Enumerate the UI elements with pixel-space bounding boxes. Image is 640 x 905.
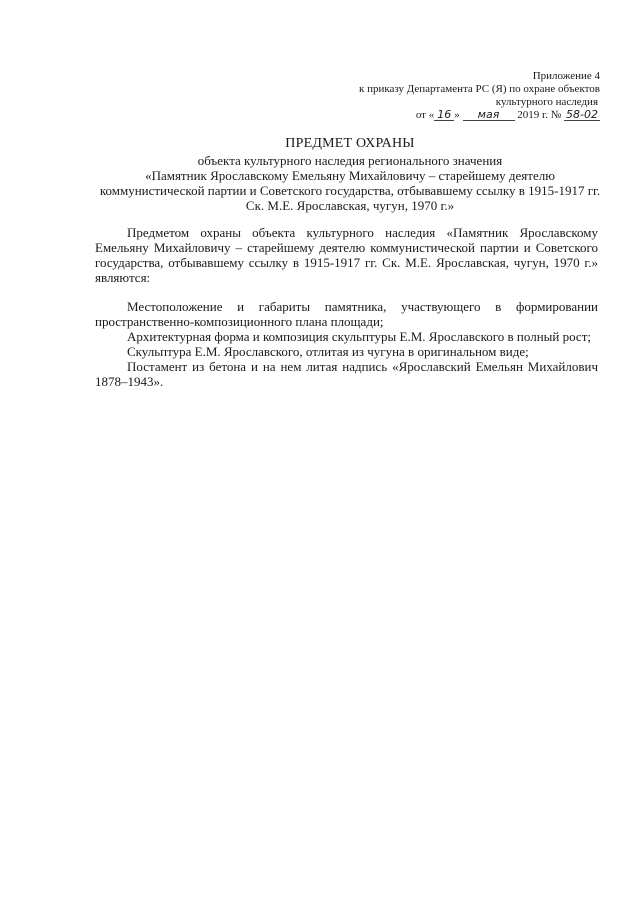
protection-item-sculpture: Скульптура Е.М. Ярославского, отлитая из чугуна в оригинальном виде;: [127, 344, 529, 359]
annex-date-line: [359, 109, 600, 122]
date-separator: »: [454, 109, 460, 121]
heading-line-1: объекта культурного наследия регионального значения: [197, 153, 503, 168]
heading-line-4: Ск. М.Е. Ярославская, чугун, 1970 г.»: [245, 198, 455, 213]
date-prefix: от «: [415, 109, 435, 121]
document-body: [95, 225, 598, 389]
handwritten-doc-number: 58-02: [566, 108, 598, 121]
handwritten-month: мая: [463, 109, 515, 121]
heading-line-3: коммунистической партии и Советского государства, отбывавшему ссылку в 1915-1917 гг.: [99, 183, 601, 198]
protection-item-architecture: Архитектурная форма и композиция скульптуры Е.М. Ярославского в полный рост;: [127, 329, 591, 344]
annex-order-reference: к приказу Департамента РС (Я) по охране объектов: [358, 83, 600, 95]
date-year: 2019 г. №: [517, 109, 562, 121]
protection-item-location: Местоположение и габариты памятника, участвующего в формировании пространственно-композиционного плана площади;: [95, 299, 598, 329]
annex-number: Приложение 4: [532, 70, 600, 82]
heading-line-2: «Памятник Ярославскому Емельяну Михайловичу – старейшему деятелю: [145, 168, 555, 183]
protection-item-pedestal: Постамент из бетона и на нем литая надпись «Ярославский Емельян Михайлович 1878–1943».: [95, 359, 598, 389]
document-title: ПРЕДМЕТ ОХРАНЫ: [285, 136, 415, 151]
annex-header: [359, 70, 600, 122]
intro-paragraph: Предметом охраны объекта культурного наследия «Памятник Ярославскому Емельяну Михайловичу – старейшему деятелю коммунистической партии и Советского государства, отбывавшему ссылку в 1915-1917 гг. Ск. М.Е. Ярославская, чугун, 1970 г.» являются:: [95, 225, 598, 285]
document-heading: [90, 136, 610, 213]
handwritten-day: 16: [434, 109, 454, 121]
annex-order-reference-cont: культурного наследия: [495, 96, 598, 108]
